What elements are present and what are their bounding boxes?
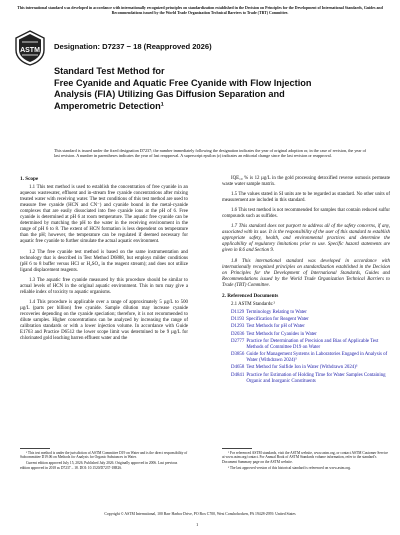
section-heading-referenced-documents: 2. Referenced Documents [222, 292, 279, 299]
reference-item[interactable] [222, 339, 390, 351]
reference-code-link[interactable]: D1129 [231, 309, 245, 315]
reference-code-link[interactable]: D1293 [231, 324, 245, 330]
reference-item[interactable] [222, 373, 390, 385]
reference-item[interactable] [222, 310, 390, 316]
designation: Designation: D7237 − 18 (Reapproved 2026) [54, 42, 212, 51]
reference-list [222, 310, 390, 385]
copyright-notice: Copyright © ASTM International, 100 Barr Harbor Drive, PO Box C700, West Conshohocken, PA 19428-2959. United States [104, 512, 296, 516]
footnote-divider [20, 448, 50, 449]
reference-title-link[interactable]: Test Methods for pH of Water [246, 324, 305, 330]
reference-code-link[interactable]: D4658 [231, 365, 245, 371]
footnote-1: ¹ This test method is under the jurisdiction of ASTM Committee D19 on Water and is the direct responsibility of Subcommittee D19.06 on Methods for Analysis for Organic Substances in Water. [20, 451, 188, 460]
document-title [54, 66, 374, 112]
reference-code-link[interactable]: D2036 [231, 331, 245, 337]
paragraph-1-4: 1.4 This procedure is applicable over a range of approximately 5 µg/L to 500 µg/L (parts per billion) free cyanide. Sample dilution may increase cyanide recoveries depending on the cyanide speciation; therefore, it is not recommended to dilute samples. Higher concentrations can be analyzed by increasing the range of calibration standards or with a lower injection volume. In accordance with Guide E1763 and Practice D6512 the lower scope limit was determined to be 9 µg/L for chlorinated gold leaching barren effluent water and the [20, 299, 188, 342]
reference-code-link[interactable]: D2777 [231, 338, 245, 344]
reference-title-link[interactable]: Specification for Reagent Water [246, 317, 309, 323]
reference-title-link[interactable]: Test Method for Sulfide Ion in Water (Withdrawn 2024)³ [246, 365, 358, 371]
footnote-1-edition: Current edition approved July 15, 2026. Published July 2026. Originally approved in 2006. Last previous edition approved in 2018 as D7237 – 18. DOI: 10.1520/D7237-18R26. [20, 461, 178, 470]
reference-item[interactable] [222, 352, 390, 364]
left-column [20, 176, 188, 346]
paragraph-1-5: 1.5 The values stated in SI units are to be regarded as standard. No other units of measurement are included in this standard. [222, 192, 390, 204]
reference-title-link[interactable]: Terminology Relating to Water [246, 309, 307, 315]
reference-item[interactable] [222, 324, 390, 330]
paragraph-1-3: 1.3 The aquatic free cyanide measured by this procedure should be similar to actual levels of HCN in the original aquatic environment. This in turn may give a reliable index of toxicity to aquatic organisms. [20, 277, 188, 295]
paragraph-1-8: 1.8 This international standard was developed in accordance with internationally recognized principles on standardization established in the Decision on Principles for the Development of International Standards, Guides and Recommendations issued by the World Trade Organization Technical Barriers to Trade (TBT) Committee. [222, 258, 390, 288]
top-notice: This international standard was developed in accordance with internationally recognized principles on standardization established in the Decision on Principles for the Development of International Standards, Guides and Recommendations issued by the World Trade Organization Technical Barriers to Trade (TBT) Committee. [17, 6, 383, 15]
section-heading-scope: 1. Scope [20, 176, 39, 182]
svg-text:ASTM: ASTM [20, 47, 40, 54]
reference-title-link[interactable]: Guide for Management Systems in Laboratories Engaged in Analysis of Water (Withdrawn 2024)³ [246, 352, 388, 364]
reference-code-link[interactable]: D1193 [231, 317, 245, 323]
paragraph-1-2: 1.2 The free cyanide test method is based on the same instrumentation and technology that is described in Test Method D6888, but employs milder conditions (pH 6 to 8 buffer versus HCl or H₂SO₄ in the reagent stream); and does not utilize ligand displacement reagents. [20, 249, 188, 273]
reference-code-link[interactable]: D3856 [231, 352, 245, 358]
reference-title-link[interactable]: Test Methods for Cyanides in Water [246, 331, 317, 337]
title-line: Free Cyanide and Aquatic Free Cyanide with Flow Injection [54, 77, 312, 88]
standard-issue-note: This standard is issued under the fixed designation D7237; the number immediately following the designation indicates the year of original adoption or, in the case of revision, the year of last revision. A number in parentheses indicates the year of last reapproval. A superscript epsilon (ε) indicates an editorial change since the last revision or reapproval. [54, 148, 367, 159]
reference-item[interactable] [222, 317, 390, 323]
page-number: 1 [196, 522, 199, 527]
astm-logo-icon [14, 30, 46, 66]
footnote-3: ³ The last approved version of this historical standard is referenced on www.astm.org. [228, 465, 351, 470]
paragraph-1-1: 1.1 This test method is used to establish the concentration of free cyanide in an aqueous wastewater, effluent and in-stream free cyanide concentrations after mixing treated water with receiving water. The test conditions of this test method are used to measure free cyanide (HCN and CN⁻) and cyanide bound in the metal-cyanide complexes that are easily dissociated into free cyanide ions at the pH of 6. Free cyanide is determined at pH 6 at room temperature. The aquatic free cyanide can be determined by matching the pH to the water in the receiving environment in the range of pH 6 to 8. The extent of HCN formation is less dependent on temperature than the pH; however, the temperature can be regulated if deemed necessary for aquatic free cyanide to further simulate the actual aquatic environment. [20, 185, 188, 245]
footnote-divider [222, 448, 252, 449]
title-line: Amperometric Detection¹ [54, 100, 164, 111]
paragraph-1-6: 1.6 This test method is not recommended for samples that contain reduced sulfur compounds such as sulfides. [222, 208, 390, 220]
reference-item[interactable] [222, 365, 390, 371]
astm-standards-subheading: 2.1 ASTM Standards:² [231, 301, 275, 307]
reference-item[interactable] [222, 332, 390, 338]
paragraph-1-4-cont: IQE₁₀ % is 12 µg/L in the gold processing detoxified reverse osmosis permeate waste water sample matrix. [222, 176, 390, 188]
footnotes-left [20, 448, 188, 472]
reference-title-link[interactable]: Practice for Determination of Precision and Bias of Applicable Test Methods of Committee D19 on Water [246, 338, 379, 350]
footnotes-right [222, 448, 390, 472]
footnote-2: ² For referenced ASTM standards, visit the ASTM website, www.astm.org, or contact ASTM Customer Service at www.astm.org/contact. For Annual Book of ASTM Standards volume information, refer to the standard's Document Summary page on the ASTM website. [222, 451, 388, 464]
reference-code-link[interactable]: D4841 [231, 372, 245, 378]
paragraph-1-7: 1.7 This standard does not purport to address all of the safety concerns, if any, associated with its use. It is the responsibility of the user of this standard to establish appropriate safety, health, and environmental practices and determine the applicability of regulatory limitations prior to use. Specific hazard statements are given in 8.6 and Section 9. [222, 224, 390, 254]
reference-title-link[interactable]: Practice for Estimation of Holding Time for Water Samples Containing Organic and Inorganic Constituents [246, 372, 386, 384]
right-column [222, 176, 390, 386]
title-line: Standard Test Method for [54, 66, 165, 76]
title-line: Analysis (FIA) Utilizing Gas Diffusion Separation and [54, 89, 285, 100]
